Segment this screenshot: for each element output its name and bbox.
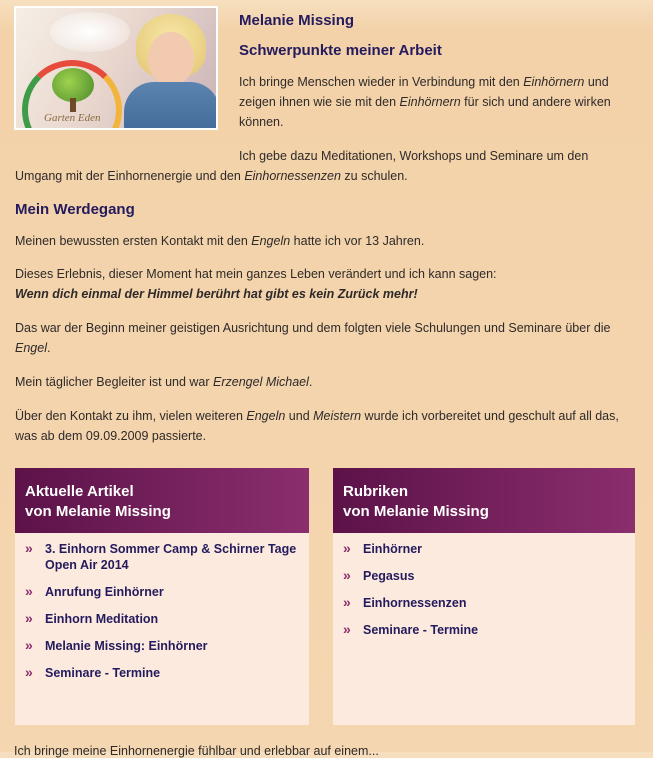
paragraph-text: Das war der Beginn meiner geistigen Ausrichtung und dem folgten viele Schulungen und Seminare über die [15,321,611,335]
rubriken-box-subtitle: von Melanie Missing [343,503,489,520]
logo-caption: Garten Eden [44,112,101,124]
article-link[interactable] [25,541,309,573]
paragraph-text: . [308,375,313,389]
rubrik-link-label: Seminare - Termine [363,623,479,637]
unicorn-illustration [50,12,130,52]
rubriken-box-title: Rubriken [343,483,409,500]
bullet-icon: » [25,540,33,556]
paragraph-text: Ich gebe dazu Meditationen, Workshops und Seminare um den Umgang mit der Einhornenergie und den [15,149,589,183]
paragraph-text: und [285,409,314,423]
paragraph-text: für sich und andere wirken können. [239,95,611,129]
emphasis-text: Einhornessenzen [244,169,341,183]
werdegang-paragraph-4 [15,372,635,392]
paragraph-text: Ich bringe Menschen wieder in Verbindung mit den [239,75,524,89]
portrait-face [148,32,194,86]
emphasis-text: Engeln [246,409,286,423]
rubriken-box [333,468,635,725]
profile-photo [14,6,218,130]
intro-paragraph-2 [15,146,635,186]
article-link-label: Anrufung Einhörner [45,585,164,599]
paragraph-text: Mein täglicher Begleiter ist und war [15,375,214,389]
werdegang-quote: Wenn dich einmal der Himmel berührt hat gibt es kein Zurück mehr! [15,287,418,301]
rubrik-link-label: Einhörner [363,542,423,556]
emphasis-text: Engel [15,341,47,355]
werdegang-paragraph-2 [15,264,635,304]
rubrik-link[interactable] [343,595,635,611]
bullet-icon: » [343,594,351,610]
cut-off-paragraph: Ich bringe meine Einhornenergie fühlbar und erlebbar auf einem... [14,744,379,758]
bullet-icon: » [25,637,33,653]
werdegang-paragraph-1 [15,231,635,251]
section-title-werdegang: Mein Werdegang [15,201,135,218]
paragraph-text: und zeigen ihnen wie sie mit den [239,75,609,109]
articles-list [15,533,309,681]
article-link[interactable] [25,638,309,654]
tree-logo [52,68,94,102]
author-name: Melanie Missing [239,12,355,29]
rubrik-link[interactable] [343,622,635,638]
emphasis-text: Einhörnern [523,75,585,89]
bullet-icon: » [25,583,33,599]
paragraph-text: wurde ich vorbereitet und geschult auf all das, was ab dem 09.09.2009 passierte. [15,409,619,443]
paragraph-text: Meinen bewussten ersten Kontakt mit den [15,234,252,248]
article-link-label: 3. Einhorn Sommer Camp & Schirner Tage Open Air 2014 [45,542,297,572]
articles-box-header [15,468,309,533]
intro-paragraph-1 [239,72,639,132]
emphasis-text: Meistern [313,409,362,423]
articles-box-title: Aktuelle Artikel [25,483,134,500]
bullet-icon: » [25,664,33,680]
articles-box-subtitle: von Melanie Missing [25,503,171,520]
article-link[interactable] [25,611,309,627]
article-link-label: Seminare - Termine [45,666,161,680]
rubrik-link[interactable] [343,541,635,557]
article-link-label: Einhorn Meditation [45,612,159,626]
emphasis-text: Einhörnern [399,95,461,109]
paragraph-text: hatte ich vor 13 Jahren. [290,234,425,248]
paragraph-text: zu schulen. [340,169,408,183]
paragraph-text: Über den Kontakt zu ihm, vielen weiteren [15,409,247,423]
tree-trunk [70,98,76,112]
werdegang-paragraph-2-text: Dieses Erlebnis, dieser Moment hat mein ganzes Leben verändert und ich kann sagen: [15,267,497,281]
article-link[interactable] [25,665,309,681]
portrait-shirt [124,82,218,130]
rubrik-link-label: Pegasus [363,569,415,583]
werdegang-paragraph-3 [15,318,640,358]
paragraph-text: . [46,341,51,355]
page-subtitle: Schwerpunkte meiner Arbeit [239,42,442,59]
article-link-label: Melanie Missing: Einhörner [45,639,208,653]
bullet-icon: » [343,621,351,637]
articles-box [15,468,309,725]
bullet-icon: » [343,540,351,556]
rubriken-box-header [333,468,635,533]
emphasis-text: Engeln [251,234,291,248]
werdegang-paragraph-5 [15,406,627,446]
bullet-icon: » [343,567,351,583]
bullet-icon: » [25,610,33,626]
emphasis-text: Erzengel Michael [213,375,309,389]
article-link[interactable] [25,584,309,600]
rubriken-list [333,533,635,638]
rubrik-link-label: Einhornessenzen [363,596,467,610]
rubrik-link[interactable] [343,568,635,584]
